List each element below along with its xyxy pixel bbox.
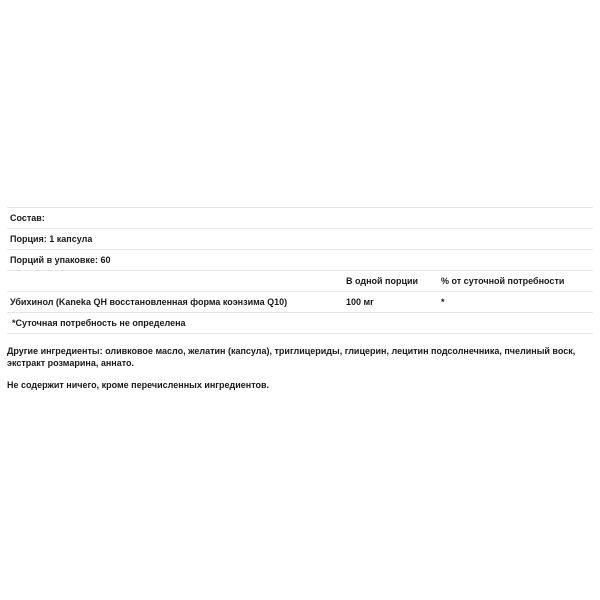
footnote: *Суточная потребность не определена <box>7 313 593 334</box>
header-name <box>7 271 343 292</box>
footnote-row <box>7 313 593 334</box>
serving-size-row <box>7 229 593 250</box>
supplement-facts-table <box>7 207 593 334</box>
contains-nothing-else: Не содержит ничего, кроме перечисленных ингредиентов. <box>7 380 270 390</box>
serving-size: Порция: 1 капсула <box>7 229 593 250</box>
table-row <box>7 292 593 313</box>
ingredient-name: Убихинол (Kaneka QH восстановленная форма коэнзима Q10) <box>7 292 343 313</box>
header-per-serving: В одной порции <box>343 271 438 292</box>
composition-row <box>7 208 593 229</box>
composition-label: Состав: <box>7 208 593 229</box>
ingredient-notes <box>7 345 587 401</box>
servings-per-container-row <box>7 250 593 271</box>
header-daily-value: % от суточной потребности <box>438 271 593 292</box>
ingredient-amount: 100 мг <box>343 292 438 313</box>
other-ingredients: Другие ингредиенты: оливковое масло, желатин (капсула), триглицериды, глицерин, лецитин подсолнечника, пчелиный воск, экстракт розмарина, аннато. <box>7 346 576 368</box>
ingredient-daily-value: * <box>438 292 593 313</box>
servings-per-container: Порций в упаковке: 60 <box>7 250 593 271</box>
supplement-facts <box>7 207 593 334</box>
table-header-row <box>7 271 593 292</box>
